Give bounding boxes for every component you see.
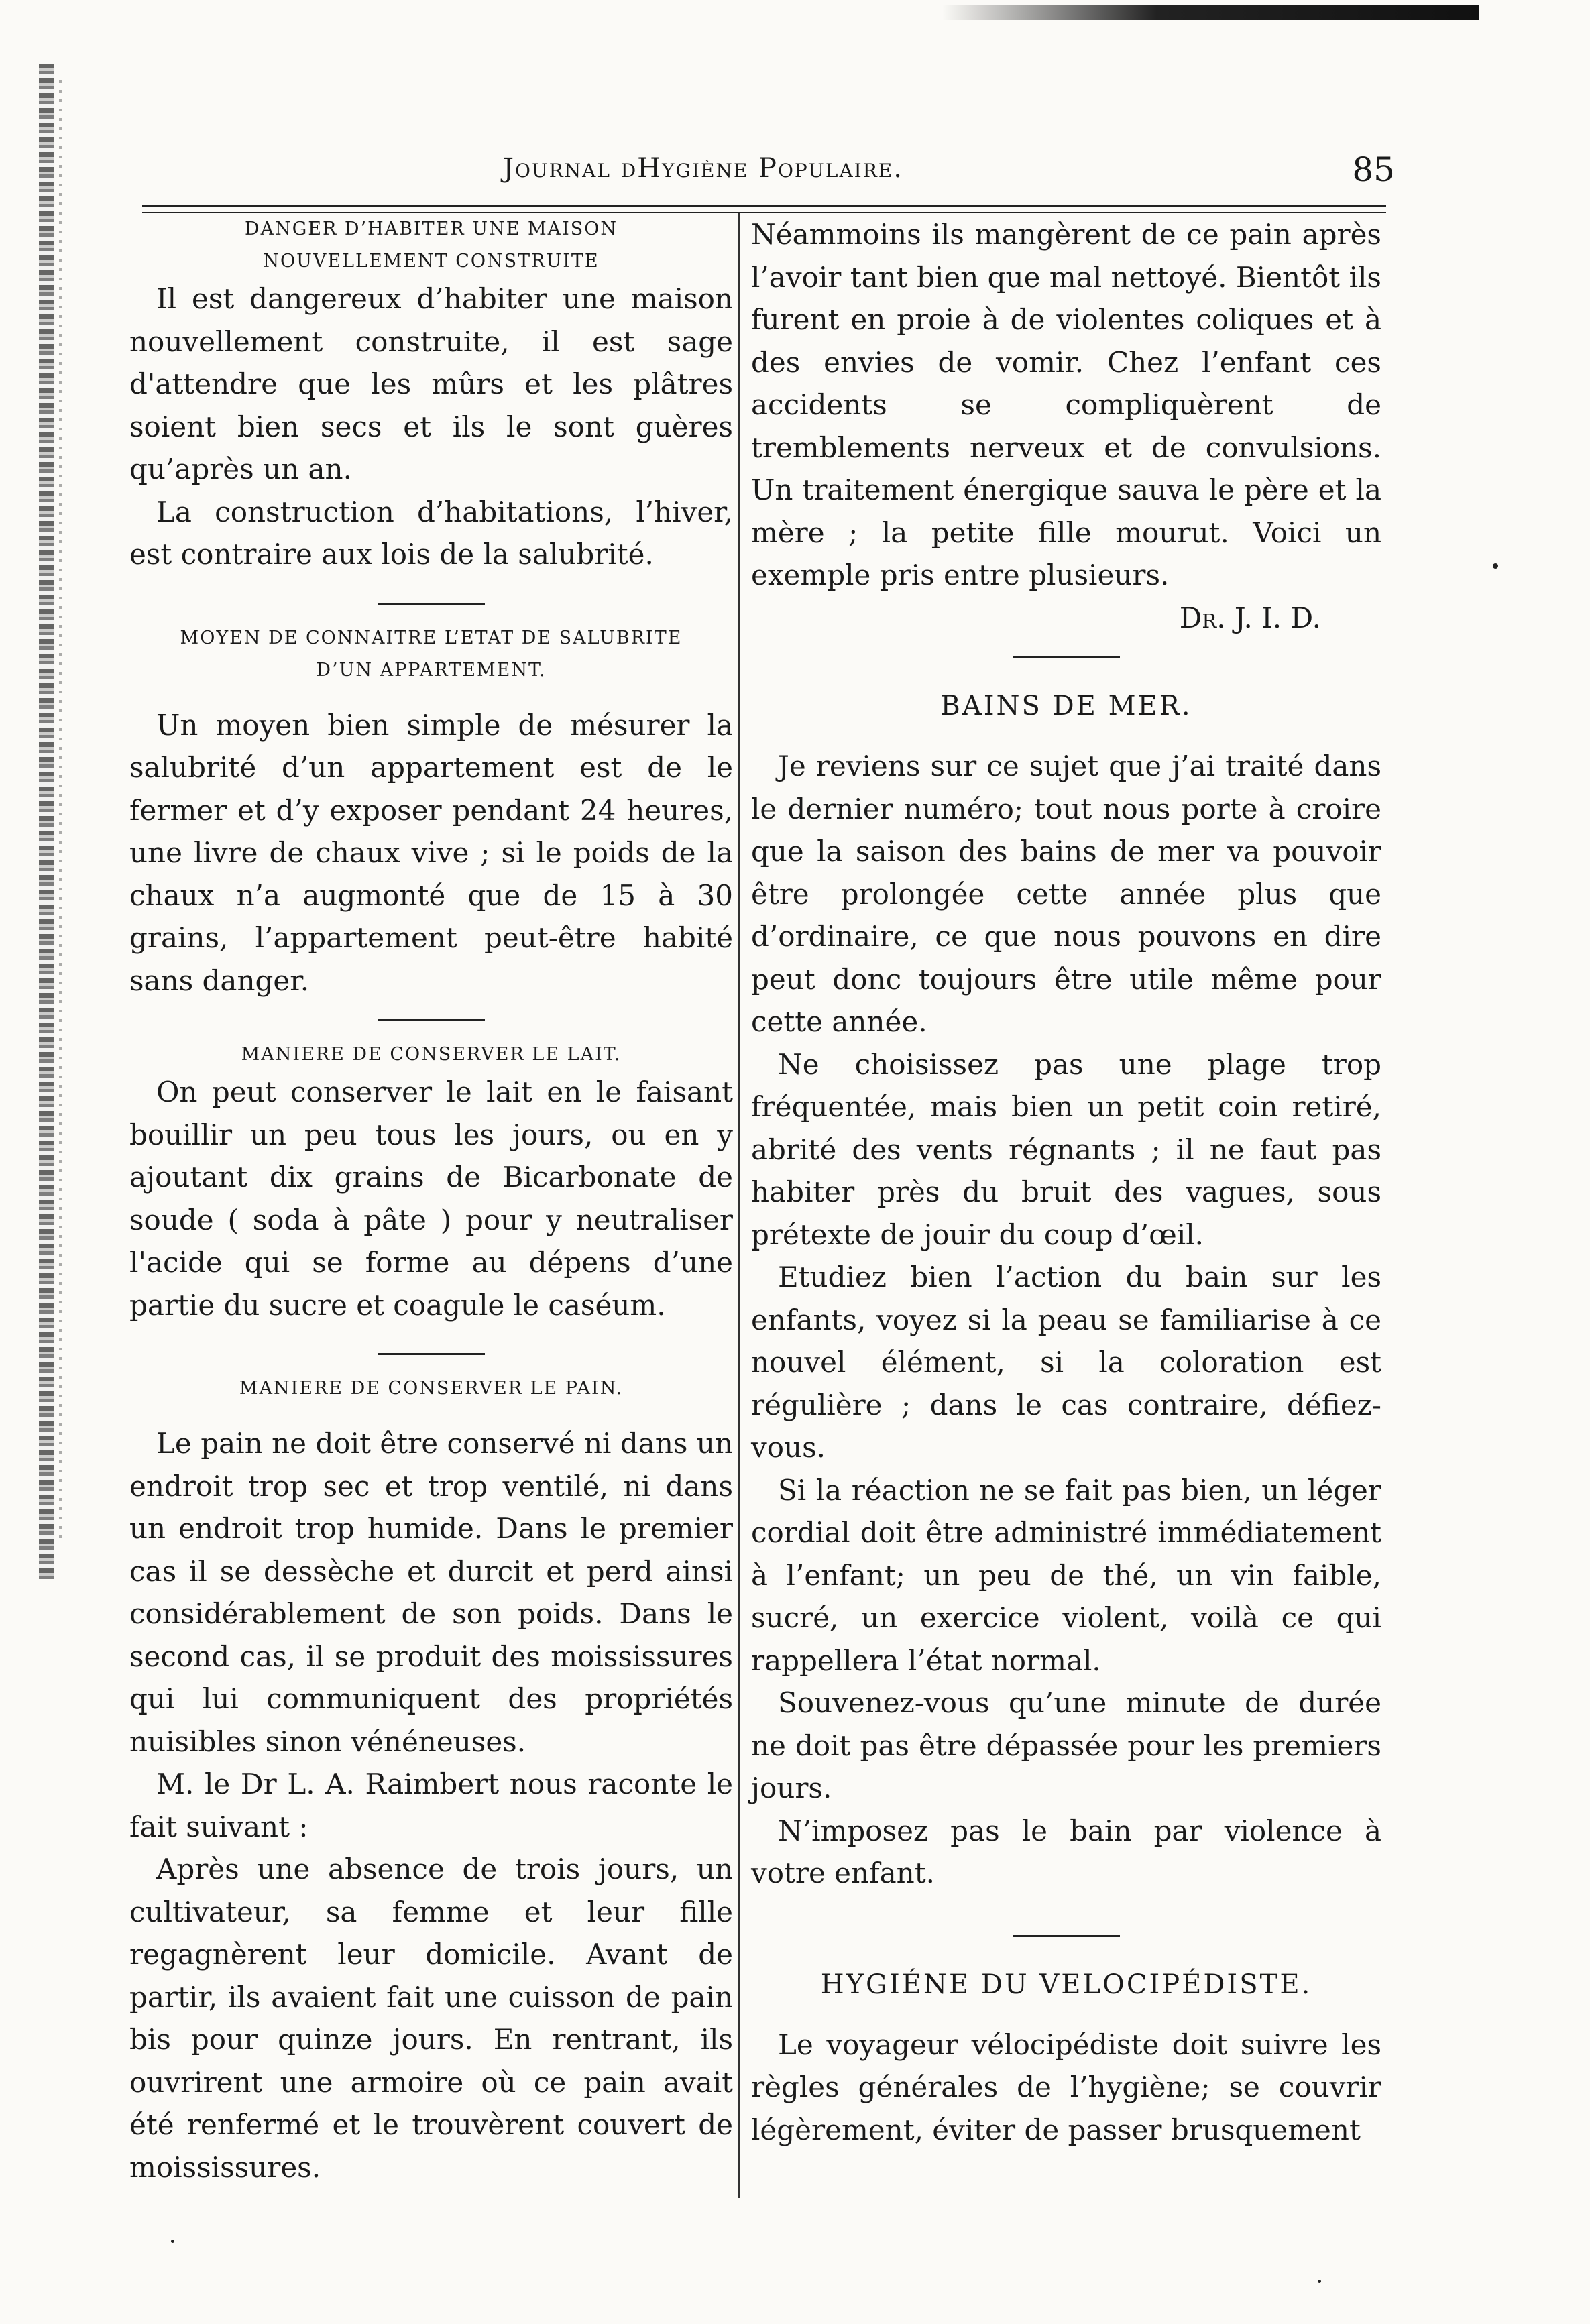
ink-speck: [1493, 563, 1498, 569]
article-heading: MANIERE DE CONSERVER LE PAIN.: [239, 1378, 624, 1399]
paragraph: Il est dangereux d’habiter une maison nouvellement construite, il est sage d'attendre que les mûrs et les plâtres soient bien secs et ils le sont guères qu’après un an.: [129, 282, 733, 485]
ink-speck: [1318, 2280, 1321, 2283]
article-conserver-pain: [129, 1373, 733, 2189]
paragraph: La construction d’habitations, l’hiver, est contraire aux lois de la salubrité.: [129, 495, 733, 571]
article-heading: MOYEN DE CONNAITRE L’ETAT DE SALUBRITE: [180, 627, 683, 648]
paragraph: Un moyen bien simple de mésurer la salubrité d’un appartement est de le fermer et d’y exposer pendant 24 heures, une livre de chaux vive ; si le poids de la chaux n’a augmonté que de 15 à 30 grains, l’appartement peut-être habité sans danger.: [129, 708, 733, 997]
article-danger-maison: [129, 213, 733, 576]
running-title: Journal dHygiène Populaire.: [503, 153, 903, 184]
paragraph: Néammoins ils mangèrent de ce pain après l’avoir tant bien que mal nettoyé. Bientôt ils furent en proie à de violentes coliques et à des envies de vomir. Chez l’enfant ces accidents se compliquèrent de tremblements nerveux et de convulsions. Un traitement énergique sauva le père et la mère ; la petite fille mourut. Voici un exemple pris entre plusieurs.: [751, 218, 1381, 591]
paragraph: Souvenez-vous qu’une minute de durée ne doit pas être dépassée pour les premiers jours.: [751, 1686, 1381, 1804]
paragraph: Après une absence de trois jours, un cultivateur, sa femme et leur fille regagnèrent leur domicile. Avant de partir, ils avaient fait une cuisson de pain bis pour quinze jours. En rentrant, ils ouvrirent une armoire où ce pain avait été renfermé et le trouvèrent couvert de moississures.: [129, 1853, 733, 2184]
article-bains-de-mer: [751, 685, 1381, 1895]
column-divider: [738, 213, 740, 2198]
paragraph: Etudiez bien l’action du bain sur les enfants, voyez si la peau se familiarise à ce nouvel élément, si la coloration est régulière ; dans le cas contraire, défiez-vous.: [751, 1261, 1381, 1464]
right-column: [751, 213, 1381, 2151]
article-heading-line2: D’UN APPARTEMENT.: [316, 659, 547, 681]
paragraph: Le voyageur vélocipédiste doit suivre les règles générales de l’hygiène; se couvrir légèrement, éviter de passer brusquement: [751, 2028, 1381, 2146]
scan-edge-bar: [942, 5, 1479, 20]
article-heading: HYGIÉNE DU VELOCIPÉDISTE.: [820, 1969, 1312, 2000]
paragraph: Le pain ne doit être conservé ni dans un endroit trop sec et trop ventilé, ni dans un endroit trop humide. Dans le premier cas il se dessèche et durcit et perd ainsi considérablement de son poids. Dans le second cas, il se produit des moississures qui lui communiquent des propriétés nuisibles sinon vénéneuses.: [129, 1427, 733, 1758]
article-conserver-lait: [129, 1039, 733, 1326]
article-pain-continuation: [751, 213, 1381, 639]
article-heading: BAINS DE MER.: [940, 691, 1192, 721]
book-binding-edge: [39, 64, 54, 1579]
paragraph: On peut conserver le lait en le faisant bouillir un peu tous les jours, ou en y ajoutant dix grains de Bicarbonate de soude ( soda à pâte ) pour y neutraliser l'acide qui se forme au dépens d’une partie du sucre et coagule le caséum.: [129, 1076, 733, 1322]
header-rule: [142, 205, 1386, 213]
paragraph: M. le Dr L. A. Raimbert nous raconte le fait suivant :: [129, 1767, 733, 1843]
paragraph: Si la réaction ne se fait pas bien, un léger cordial doit être administré immédiatement à l’enfant; un peu de thé, un vin faible, sucré, un exercice violent, voilà ce qui rappellera l’état normal.: [751, 1473, 1381, 1677]
article-velocipediste: [751, 1964, 1381, 2152]
article-heading-line2: NOUVELLEMENT CONSTRUITE: [263, 251, 600, 272]
page-header: [134, 150, 1395, 193]
page-number: 85: [1352, 150, 1395, 189]
left-column: [129, 213, 733, 2189]
article-salubrite: [129, 622, 733, 1002]
paragraph: Ne choisissez pas une plage trop fréquentée, mais bien un petit coin retiré, abrité des vents régnants ; il ne faut pas habiter près du bruit des vagues, sous prétexte de jouir du coup d’œil.: [751, 1047, 1381, 1251]
paragraph: Je reviens sur ce sujet que j’ai traité dans le dernier numéro; tout nous porte à croire que la saison des bains de mer va pouvoir être prolongée cette année plus que d’ordinaire, ce que nous pouvons en dire peut donc toujours être utile même pour cette année.: [751, 750, 1381, 1038]
article-heading: DANGER D’HABITER UNE MAISON: [244, 219, 618, 239]
paragraph: N’imposez pas le bain par violence à votre enfant.: [751, 1814, 1381, 1890]
author-signature: Dr. J. I. D.: [1179, 601, 1321, 634]
binding-stitching: [59, 80, 62, 1542]
article-heading: MANIERE DE CONSERVER LE LAIT.: [241, 1044, 622, 1065]
ink-speck: [171, 2240, 174, 2243]
